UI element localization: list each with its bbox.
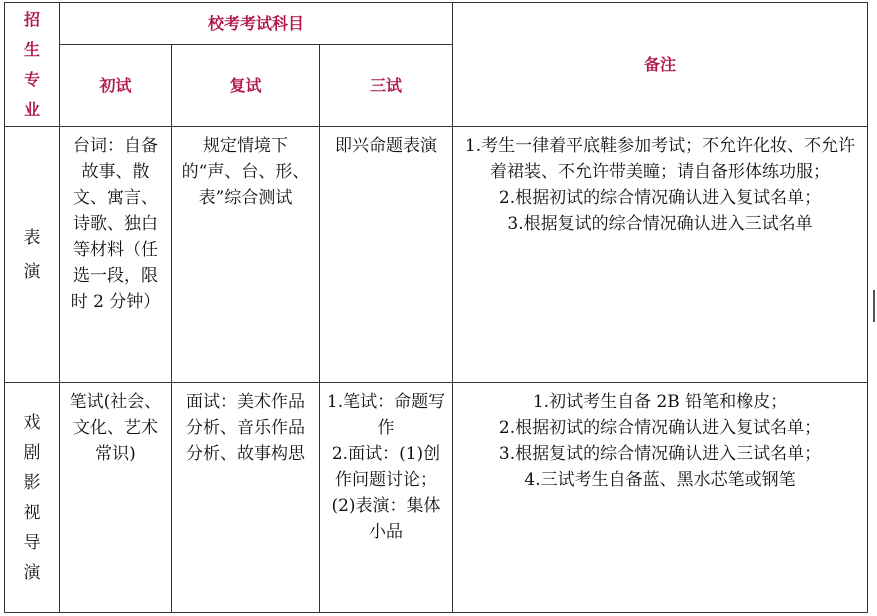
round3-line: 2.面试：(1)创作问题讨论；(2)表演：集体小品 xyxy=(331,444,441,542)
text-cursor-bar xyxy=(873,290,875,322)
remark-line: 1.初试考生自备 2B 铅笔和橡皮； xyxy=(532,392,788,412)
round3-line: 1.笔试：命题写作 xyxy=(326,392,446,438)
round3-cell xyxy=(320,383,453,613)
round1-cell: 台词：自备故事、散文、寓言、诗歌、独白等材料（任选一段，限时 2 分钟） xyxy=(60,127,172,383)
major-label: 表演 xyxy=(23,227,41,282)
remark-line: 4.三试考生自备蓝、黑水芯笔或钢笔 xyxy=(524,470,796,490)
major-cell xyxy=(5,383,60,613)
table-row-performance xyxy=(5,127,868,383)
header-major-label: 招生专业 xyxy=(23,9,40,119)
round2-cell: 规定情境下的“声、台、形、表”综合测试 xyxy=(172,127,320,383)
remarks-cell xyxy=(453,383,868,613)
exam-subjects-table xyxy=(4,2,868,613)
remark-line: 2.根据初试的综合情况确认进入复试名单； xyxy=(498,418,822,438)
header-subjects: 校考考试科目 xyxy=(60,3,453,45)
header-round2: 复试 xyxy=(172,45,320,127)
round3-cell: 即兴命题表演 xyxy=(320,127,453,383)
remark-line: 1.考生一律着平底鞋参加考试；不允许化妆、不允许着裙装、不允许带美瞳；请自备形体练功服； xyxy=(464,136,856,182)
header-remarks: 备注 xyxy=(453,3,868,127)
round1-cell: 笔试(社会、文化、艺术常识) xyxy=(60,383,172,613)
remarks-cell xyxy=(453,127,868,383)
round2-cell: 面试：美术作品分析、音乐作品分析、故事构思 xyxy=(172,383,320,613)
major-cell xyxy=(5,127,60,383)
header-major xyxy=(5,3,60,127)
remark-line: 3.根据复试的综合情况确认进入三试名单 xyxy=(507,214,813,234)
remark-line: 3.根据复试的综合情况确认进入三试名单； xyxy=(498,444,822,464)
remark-line: 2.根据初试的综合情况确认进入复试名单； xyxy=(498,188,822,208)
header-round3: 三试 xyxy=(320,45,453,127)
header-round1: 初试 xyxy=(60,45,172,127)
header-row-top xyxy=(5,3,868,45)
table-row-directing xyxy=(5,383,868,613)
major-label: 戏剧影视导演 xyxy=(23,412,41,583)
